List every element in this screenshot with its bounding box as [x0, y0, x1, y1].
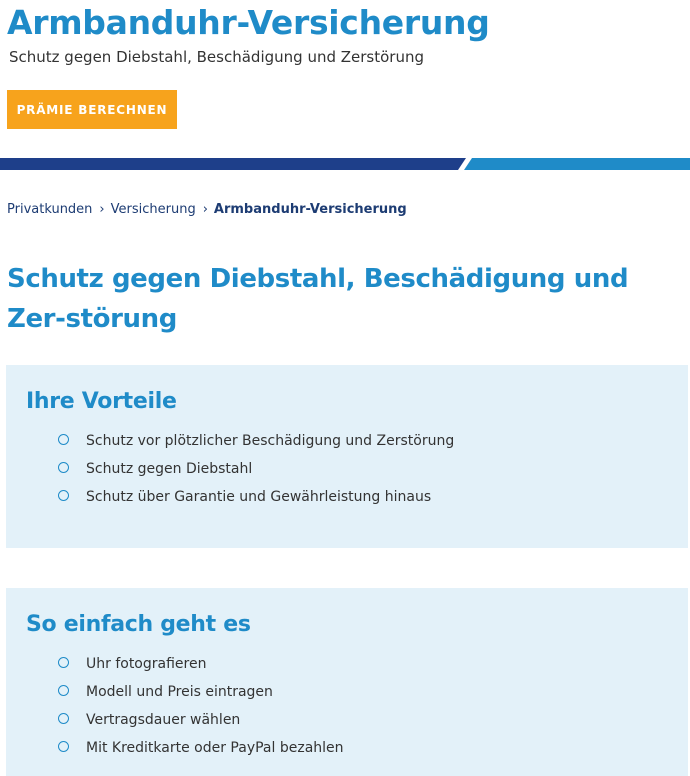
benefits-box — [6, 365, 688, 548]
list-item-text: Schutz vor plötzlicher Beschädigung und Zerstörung — [86, 433, 455, 449]
list-item — [58, 652, 344, 680]
breadcrumb-item-versicherung[interactable]: Versicherung — [110, 202, 196, 217]
how-it-works-title: So einfach geht es — [26, 612, 251, 637]
list-item-text: Uhr fotografieren — [86, 656, 207, 672]
list-item-text: Mit Kreditkarte oder PayPal bezahlen — [86, 740, 344, 756]
list-item-text: Modell und Preis eintragen — [86, 684, 273, 700]
breadcrumb-chevron-icon: › — [202, 202, 208, 217]
list-item — [58, 680, 344, 708]
list-item-text: Schutz über Garantie und Gewährleistung hinaus — [86, 489, 432, 505]
brand-stripe-light — [464, 158, 690, 170]
benefits-title: Ihre Vorteile — [26, 389, 177, 414]
calculate-premium-button[interactable]: PRÄMIE BERECHNEN — [7, 90, 177, 129]
circle-bullet-icon — [58, 713, 69, 724]
list-item — [58, 429, 454, 457]
breadcrumb — [7, 200, 407, 220]
breadcrumb-chevron-icon: › — [99, 202, 105, 217]
list-item-text: Schutz gegen Diebstahl — [86, 461, 253, 477]
hero-title: Armbanduhr-Versicherung — [7, 3, 490, 42]
circle-bullet-icon — [58, 685, 69, 696]
circle-bullet-icon — [58, 490, 69, 501]
circle-bullet-icon — [58, 462, 69, 473]
how-it-works-box — [6, 588, 688, 776]
brand-stripe — [0, 158, 690, 170]
list-item — [58, 457, 454, 485]
hero-header — [0, 0, 690, 158]
list-item-text: Vertragsdauer wählen — [86, 712, 241, 728]
circle-bullet-icon — [58, 434, 69, 445]
benefits-list — [58, 429, 454, 513]
list-item — [58, 736, 344, 764]
hero-subtitle: Schutz gegen Diebstahl, Beschädigung und Zerstörung — [9, 48, 424, 66]
circle-bullet-icon — [58, 657, 69, 668]
list-item — [58, 485, 454, 513]
breadcrumb-current: Armbanduhr-Versicherung — [213, 202, 407, 217]
how-it-works-list — [58, 652, 344, 764]
circle-bullet-icon — [58, 741, 69, 752]
brand-stripe-dark — [0, 158, 466, 170]
list-item — [58, 708, 344, 736]
breadcrumb-item-privatkunden[interactable]: Privatkunden — [7, 202, 93, 217]
page-title: Schutz gegen Diebstahl, Beschädigung und Zer-störung — [7, 264, 629, 334]
